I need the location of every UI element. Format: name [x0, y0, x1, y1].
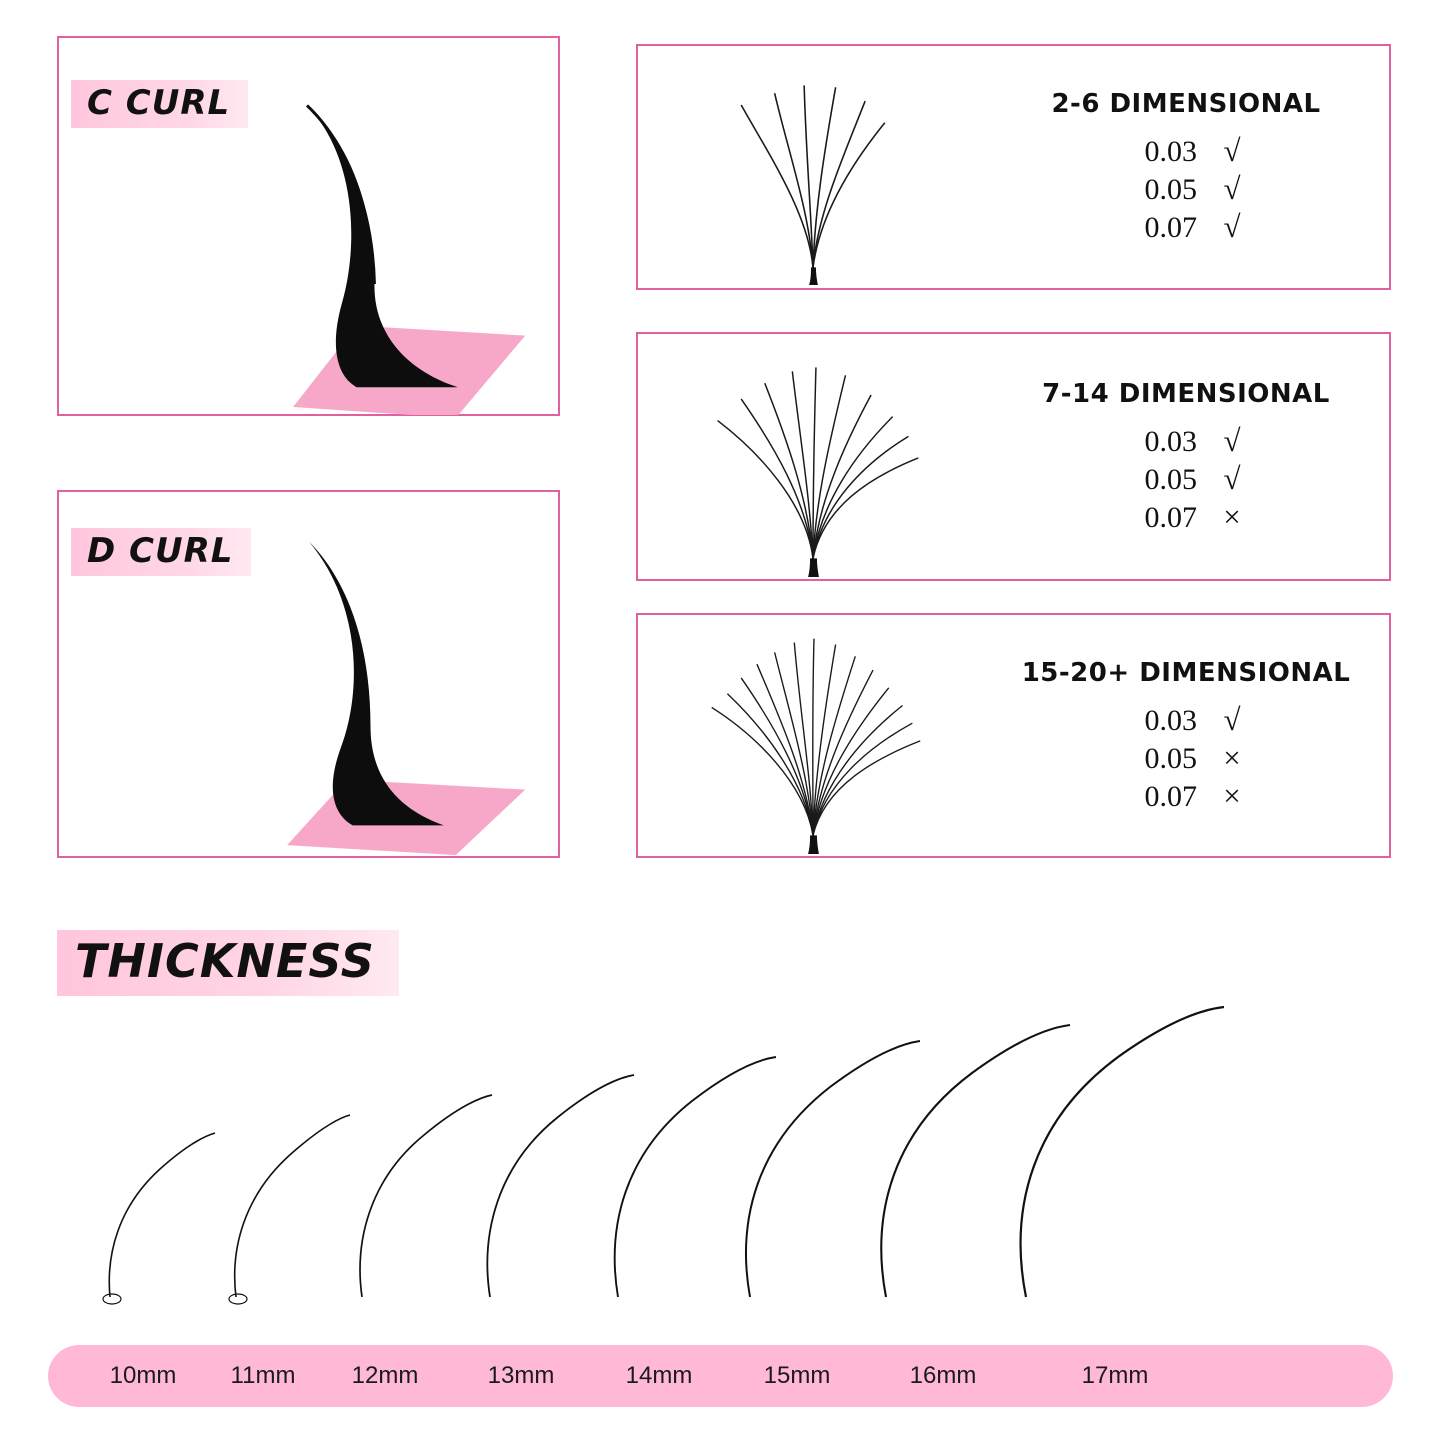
thickness-length-bar: [48, 1345, 1393, 1407]
fan-2-6-illustration: [648, 46, 978, 288]
thickness-lash-curves: [40, 985, 1410, 1325]
d-curl-panel: [57, 490, 560, 858]
dimension-panel-7-14: [636, 332, 1391, 581]
dimension-row: [1105, 461, 1267, 497]
thickness-value: 0.07: [1144, 779, 1197, 813]
thickness-value: 0.03: [1144, 703, 1197, 737]
dimension-rows: [1105, 423, 1267, 535]
c-curl-label: C CURL: [71, 80, 248, 128]
length-label-11mm: 11mm: [230, 1362, 296, 1389]
fan-base: [809, 267, 818, 285]
lash-curve-12mm: [360, 1095, 492, 1297]
dimension-row: [1105, 499, 1267, 535]
length-label-14mm: 14mm: [625, 1362, 693, 1389]
dimension-rows: [1105, 702, 1267, 814]
availability-mark: ×: [1223, 777, 1241, 813]
d-curl-lash-shape: [309, 542, 444, 826]
dimension-row: [1105, 423, 1267, 459]
availability-mark: √: [1223, 209, 1241, 244]
dimension-row: [1105, 209, 1267, 245]
thickness-value: 0.05: [1144, 173, 1197, 206]
length-label-13mm: 13mm: [487, 1362, 555, 1389]
availability-mark: ×: [1223, 739, 1241, 775]
dimension-panel-2-6: [636, 44, 1391, 290]
thickness-label: THICKNESS: [57, 930, 399, 996]
lash-curve-14mm: [615, 1057, 776, 1297]
d-curl-label: D CURL: [71, 528, 251, 576]
lash-curve-17mm: [1021, 1007, 1224, 1297]
length-label-10mm: 10mm: [109, 1362, 177, 1389]
lash-curve-10mm: [109, 1133, 215, 1297]
dimension-row: [1105, 171, 1267, 207]
lash-curve-11mm: [235, 1115, 350, 1297]
dimension-row: [1105, 740, 1267, 776]
availability-mark: √: [1223, 171, 1241, 206]
thickness-value: 0.07: [1144, 500, 1197, 534]
availability-mark: √: [1223, 460, 1241, 496]
dimension-info-15-20: [983, 615, 1389, 856]
dimension-panel-15-20: [636, 613, 1391, 858]
fan-7-14-illustration: [648, 334, 978, 579]
availability-mark: √: [1223, 422, 1241, 458]
thickness-value: 0.03: [1144, 424, 1197, 458]
dimension-rows: [1105, 133, 1267, 245]
dimension-row: [1105, 778, 1267, 814]
c-curl-illustration: [59, 38, 558, 415]
dimension-row: [1105, 702, 1267, 738]
dimension-info-2-6: [983, 46, 1389, 288]
availability-mark: √: [1223, 133, 1241, 168]
dimension-row: [1105, 133, 1267, 169]
dimension-title: 15-20+ DIMENSIONAL: [1021, 657, 1351, 688]
dimension-title: 2-6 DIMENSIONAL: [1051, 89, 1321, 119]
d-curl-illustration: [59, 492, 558, 857]
fan-base: [808, 835, 819, 854]
dimension-title: 7-14 DIMENSIONAL: [1042, 378, 1330, 409]
availability-mark: √: [1223, 701, 1241, 737]
length-label-16mm: 16mm: [909, 1362, 977, 1389]
thickness-value: 0.03: [1144, 135, 1197, 168]
c-curl-panel: [57, 36, 560, 416]
fan-base: [808, 558, 819, 577]
lash-curve-16mm: [881, 1025, 1070, 1297]
fan-15-20-illustration: [648, 615, 978, 856]
lash-curve-15mm: [746, 1041, 920, 1297]
availability-mark: ×: [1223, 498, 1241, 534]
thickness-value: 0.05: [1144, 462, 1197, 496]
length-label-17mm: 17mm: [1081, 1362, 1149, 1389]
thickness-value: 0.07: [1144, 211, 1197, 244]
dimension-info-7-14: [983, 334, 1389, 579]
lash-curve-13mm: [487, 1075, 634, 1297]
length-label-12mm: 12mm: [351, 1362, 419, 1389]
length-label-15mm: 15mm: [763, 1362, 831, 1389]
thickness-value: 0.05: [1144, 741, 1197, 775]
